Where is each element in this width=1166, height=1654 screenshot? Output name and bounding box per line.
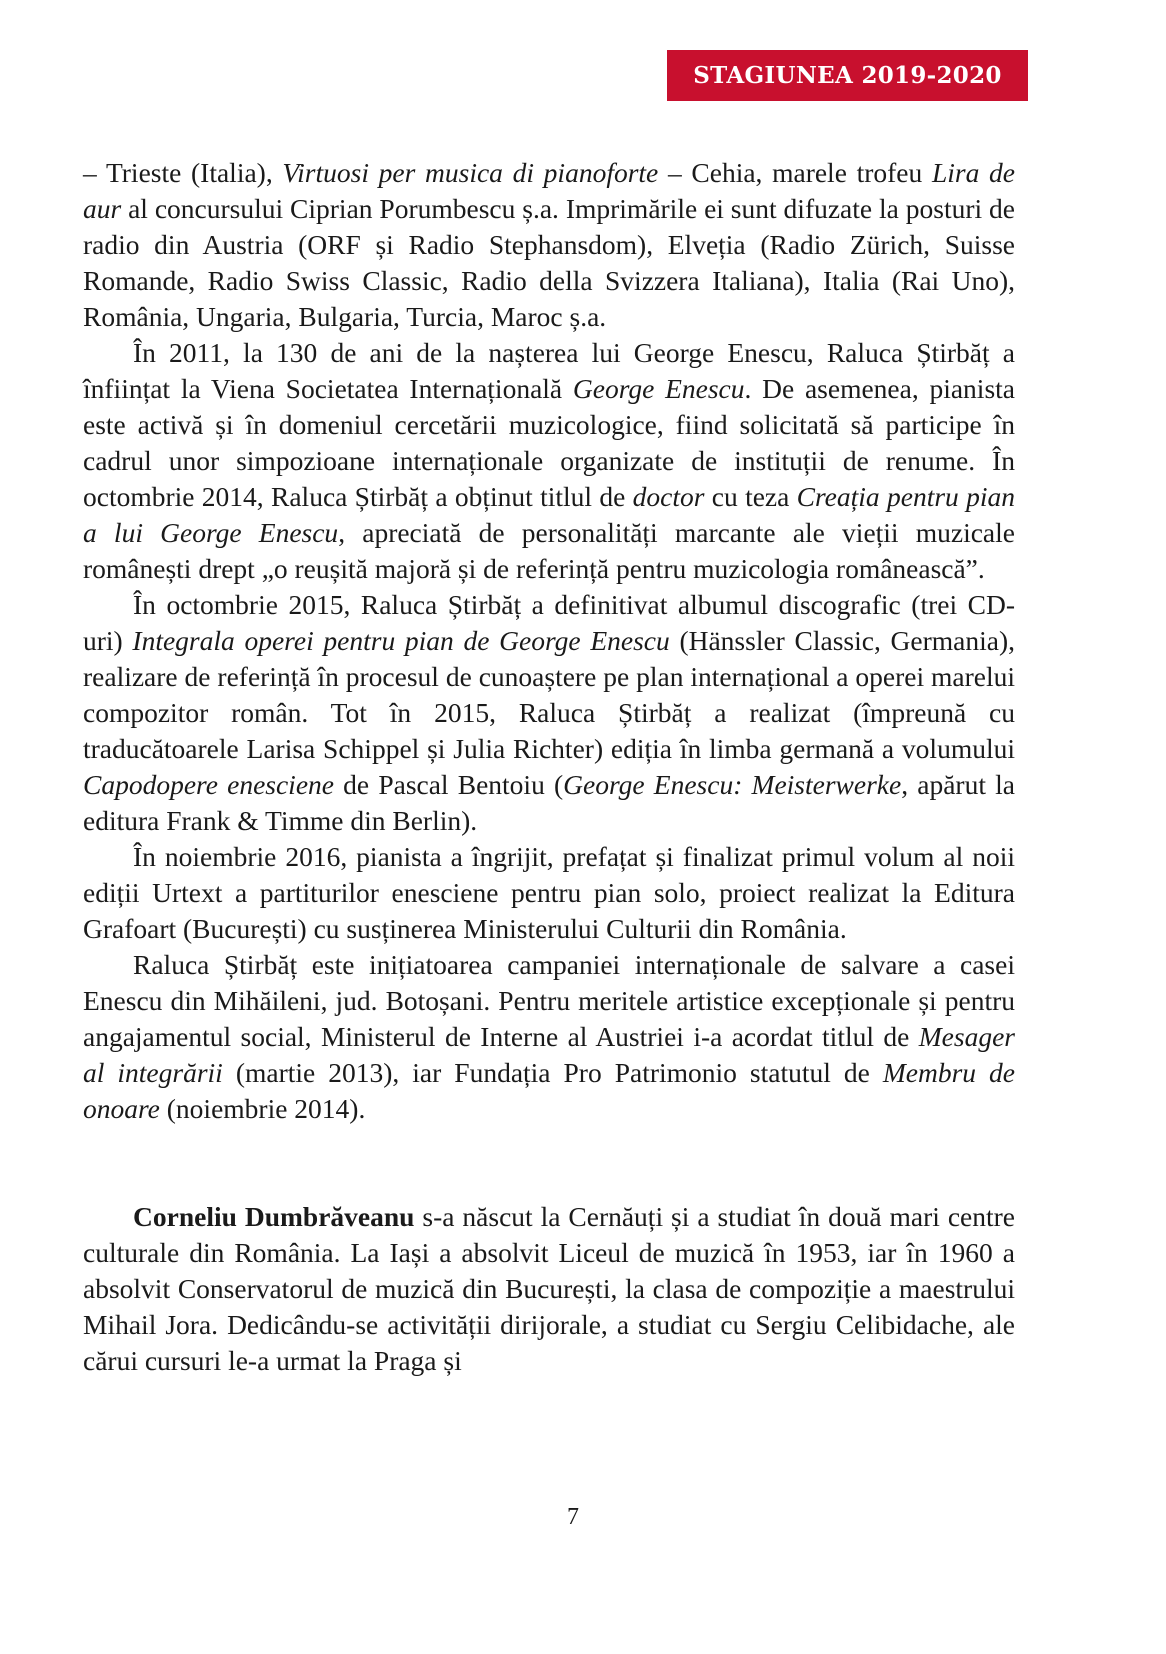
text-run: – Trieste (Italia),: [83, 157, 283, 188]
body-text: [83, 155, 1015, 1379]
italic-title: Membru de onoare: [83, 1057, 1015, 1124]
paragraph-continued-awards: [83, 155, 1015, 335]
paragraph-corneliu-dumbraveanu-bio: [83, 1199, 1015, 1379]
text-run: , apărut la editura Frank & Timme din Berlin).: [83, 769, 1016, 836]
italic-title: Integrala operei pentru pian de George Enescu: [132, 625, 670, 656]
page-number: 7: [567, 1504, 579, 1530]
text-run: (noiembrie 2014).: [159, 1093, 366, 1124]
text-run: În noiembrie 2016, pianista a îngrijit, prefațat și finalizat primul volum al noii ediții Urtext a partiturilor enesciene pentru pian solo, proiect realizat la Editura Grafoart (București) cu susținerea Ministerului Culturii din România.: [83, 841, 1015, 944]
italic-title: George Enescu: [572, 373, 745, 404]
paragraph-urtext-edition: [83, 839, 1015, 947]
season-header-badge: STAGIUNEA 2019-2020: [667, 50, 1028, 101]
italic-title: Capodopere enesciene: [83, 769, 334, 800]
text-run: (Hänssler Classic, Germania), realizare de referință în procesul de cunoaștere pe plan internațional a operei marelui compozitor român. Tot în 2015, Raluca Știrbăț a realizat (împreună cu traducătoarele Larisa Schippel și Julia Richter) ediția în limba germană a volumului: [83, 625, 1015, 764]
paragraph-discography: [83, 587, 1015, 839]
text-run: În 2011, la 130 de ani de la nașterea lui George Enescu, Raluca Știrbăț a înființat la Viena Societatea Internațională: [83, 337, 1015, 404]
text-run: de Pascal Bentoiu (: [334, 769, 564, 800]
text-run: , apreciată de personalități marcante ale vieții muzicale românești drept „o reușită majoră și de referință pentru muzicologia românească”.: [83, 517, 1015, 584]
text-run: s-a născut la Cernăuți și a studiat în două mari centre culturale din România. La Iași a absolvit Liceul de muzică în 1953, iar în 1960 a absolvit Conservatorul de muzică din București, la clasa de compoziție a maestrului Mihail Jora. Dedicându-se activității dirijorale, a studiat cu Sergiu Celibidache, ale cărui cursuri le-a urmat la Praga și: [83, 1201, 1015, 1376]
text-run: În octombrie 2015, Raluca Știrbăț a definitivat albumul discografic (trei CD-uri): [83, 589, 1015, 656]
italic-title: doctor: [632, 481, 705, 512]
text-run: (martie 2013), iar Fundația Pro Patrimonio statutul de: [222, 1057, 883, 1088]
italic-title: Mesager al integrării: [83, 1021, 1015, 1088]
text-run: al concursului Ciprian Porumbescu ș.a. Imprimările ei sunt difuzate la posturi de radio din Austria (ORF și Radio Stephansdom), Elveția (Radio Zürich, Suisse Romande, Radio Swiss Classic, Radio della Svizzera Italiana), Italia (Rai Uno), România, Ungaria, Bulgaria, Turcia, Maroc ș.a.: [83, 193, 1015, 332]
italic-title: Creația pentru pian a lui George Enescu: [83, 481, 1015, 548]
text-run: – Cehia, marele trofeu: [658, 157, 932, 188]
italic-title: Lira de aur: [83, 157, 1015, 224]
paragraph-enescu-house-campaign: [83, 947, 1015, 1127]
text-run: Raluca Știrbăț este inițiatoarea campaniei internaționale de salvare a casei Enescu din Mihăileni, jud. Botoșani. Pentru meritele artistice excepționale și pentru angajamentul social, Ministerul de Interne al Austriei i-a acordat titlul de: [83, 949, 1015, 1052]
bold-name: Corneliu Dumbrăveanu: [133, 1201, 415, 1232]
text-run: . De asemenea, pianista este activă și în domeniul cercetării muzicologice, fiind solicitată să participe în cadrul unor simpozioane internaționale organizate de instituții de renume. În octombrie 2014, Raluca Știrbăț a obținut titlul de: [83, 373, 1015, 512]
paragraph-enescu-society: [83, 335, 1015, 587]
italic-title: Virtuosi per musica di pianoforte: [282, 157, 659, 188]
italic-title: George Enescu: Meisterwerke: [563, 769, 902, 800]
text-run: cu teza: [704, 481, 797, 512]
